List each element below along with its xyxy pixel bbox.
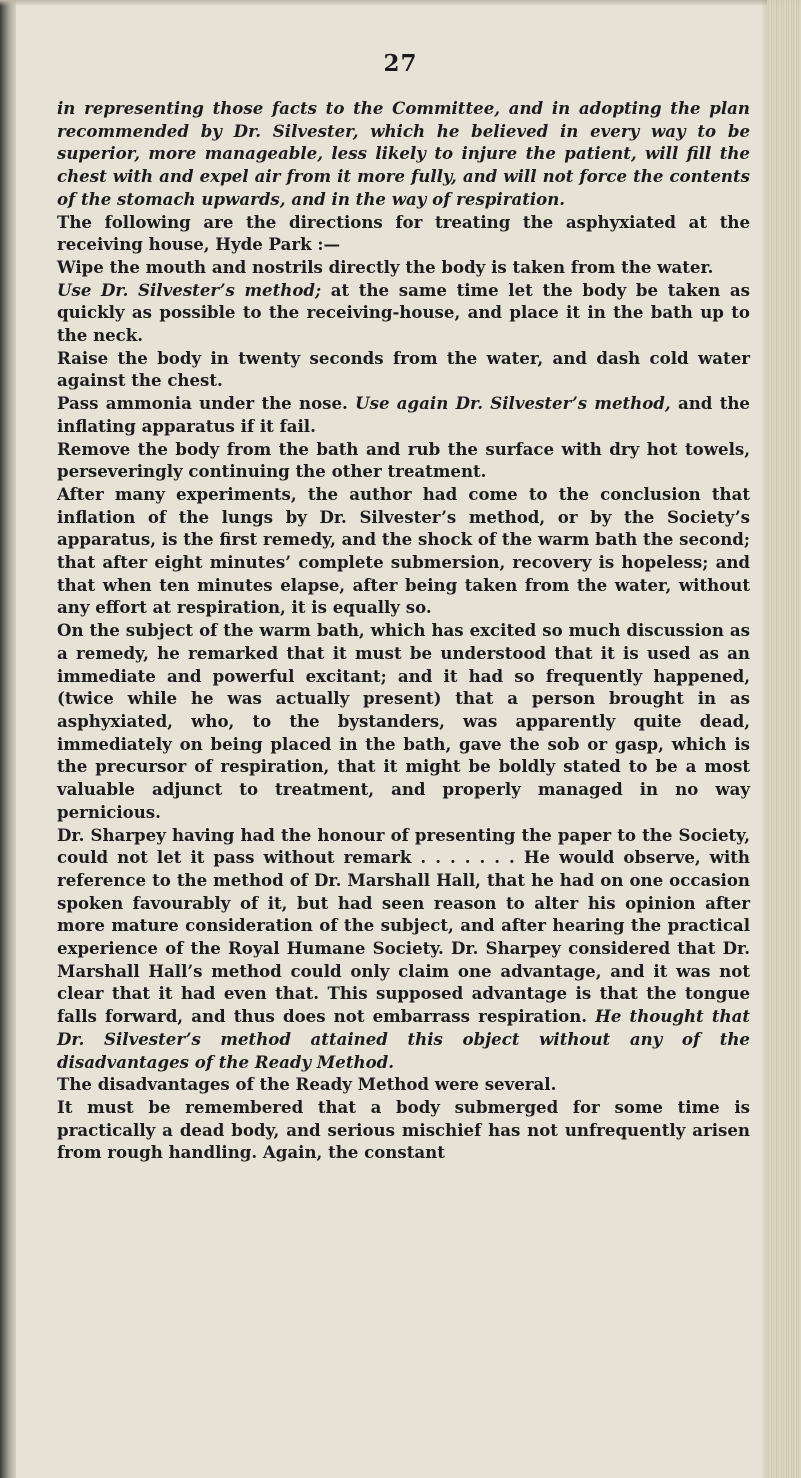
- page-stack-edge: [767, 0, 801, 1478]
- text-run: at the same time let the body be taken as quickly as possible to the receiving-house, and place it in the bath up to the neck.: [57, 279, 750, 346]
- top-page-edge: [0, 0, 801, 6]
- italic-text-run: in representing those facts to the Committee, and in adopting the plan recommended by Dr. Silvester, which he believed in every way to be superior, more manageable, less likely to injure the patient, will fill the chest with and expel air from it more fully, and will not force the contents of the stomach upwards, and in the way of respiration.: [57, 98, 750, 209]
- paragraph: [57, 824, 750, 1074]
- italic-text-run: Use Dr. Silvester’s method;: [57, 279, 322, 300]
- paragraph: [57, 438, 750, 483]
- text-run: Wipe the mouth and nostrils directly the body is taken from the water.: [57, 256, 714, 277]
- text-run: Pass ammonia under the nose.: [57, 393, 356, 414]
- paragraph: [57, 211, 750, 256]
- text-run: Remove the body from the bath and rub the surface with dry hot towels, perseveringly continuing the other treatment.: [57, 438, 750, 482]
- paragraph: [57, 619, 750, 823]
- paragraph: [57, 256, 750, 279]
- text-run: The following are the directions for treating the asphyxiated at the receiving house, Hyde Park :—: [57, 211, 750, 255]
- paragraph: [57, 279, 750, 347]
- page-number: 27: [383, 50, 418, 77]
- body-text: [57, 97, 750, 1164]
- text-run: On the subject of the warm bath, which has excited so much discussion as a remedy, he remarked that it must be understood that it is used as an immediate and powerful excitant; and it had so frequently happened, (twice while he was actually present) that a person brought in as asphyxiated, who, to the bystanders, was apparently quite dead, immediately on being placed in the bath, gave the sob or gasp, which is the precursor of respiration, that it might be boldly stated to be a most valuable adjunct to treatment, and properly managed in no way pernicious.: [57, 620, 750, 822]
- paragraph: [57, 483, 750, 619]
- italic-text-run: Use again Dr. Silvester’s method,: [355, 393, 671, 414]
- text-run: The disadvantages of the Ready Method were several.: [57, 1074, 557, 1095]
- text-run: Dr. Sharpey having had the honour of presenting the paper to the Society, could not let it pass without remark . . . . . . . He would observe, with reference to the method of Dr. Marshall Hall, that he had on one occasion spoken favourably of it, but had seen reason to alter his opinion after more mature consideration of the subject, and after hearing the practical experience of the Royal Humane Society. Dr. Sharpey considered that Dr. Marshall Hall’s method could only claim one advantage, and it was not clear that it had even that. This supposed advantage is that the tongue falls forward, and thus does not embarrass respiration.: [57, 824, 750, 1027]
- text-run: and the inflating apparatus if it fail.: [57, 393, 750, 436]
- binding-edge: [0, 0, 16, 1478]
- text-run: After many experiments, the author had come to the conclusion that inflation of the lungs by Dr. Silvester’s method, or by the Society’s apparatus, is the first remedy, and the shock of the warm bath the second; that after eight minutes’ complete submersion, recovery is hopeless; and that when ten minutes elapse, after being taken from the water, without any effort at respiration, it is equally so.: [57, 483, 750, 618]
- text-run: It must be remembered that a body submerged for some time is practically a dead body, and serious mischief has not unfrequently arisen from rough handling. Again, the constant: [57, 1096, 750, 1163]
- italic-text-run: He thought that Dr. Silvester’s method attained this object without any of the disadvantages of the Ready Method.: [57, 1006, 750, 1072]
- paragraph: [57, 1096, 750, 1164]
- paragraph: [57, 392, 750, 437]
- paragraph: [57, 1073, 750, 1096]
- paragraph: [57, 97, 750, 211]
- paragraph: [57, 347, 750, 392]
- text-run: Raise the body in twenty seconds from the water, and dash cold water against the chest.: [57, 347, 750, 391]
